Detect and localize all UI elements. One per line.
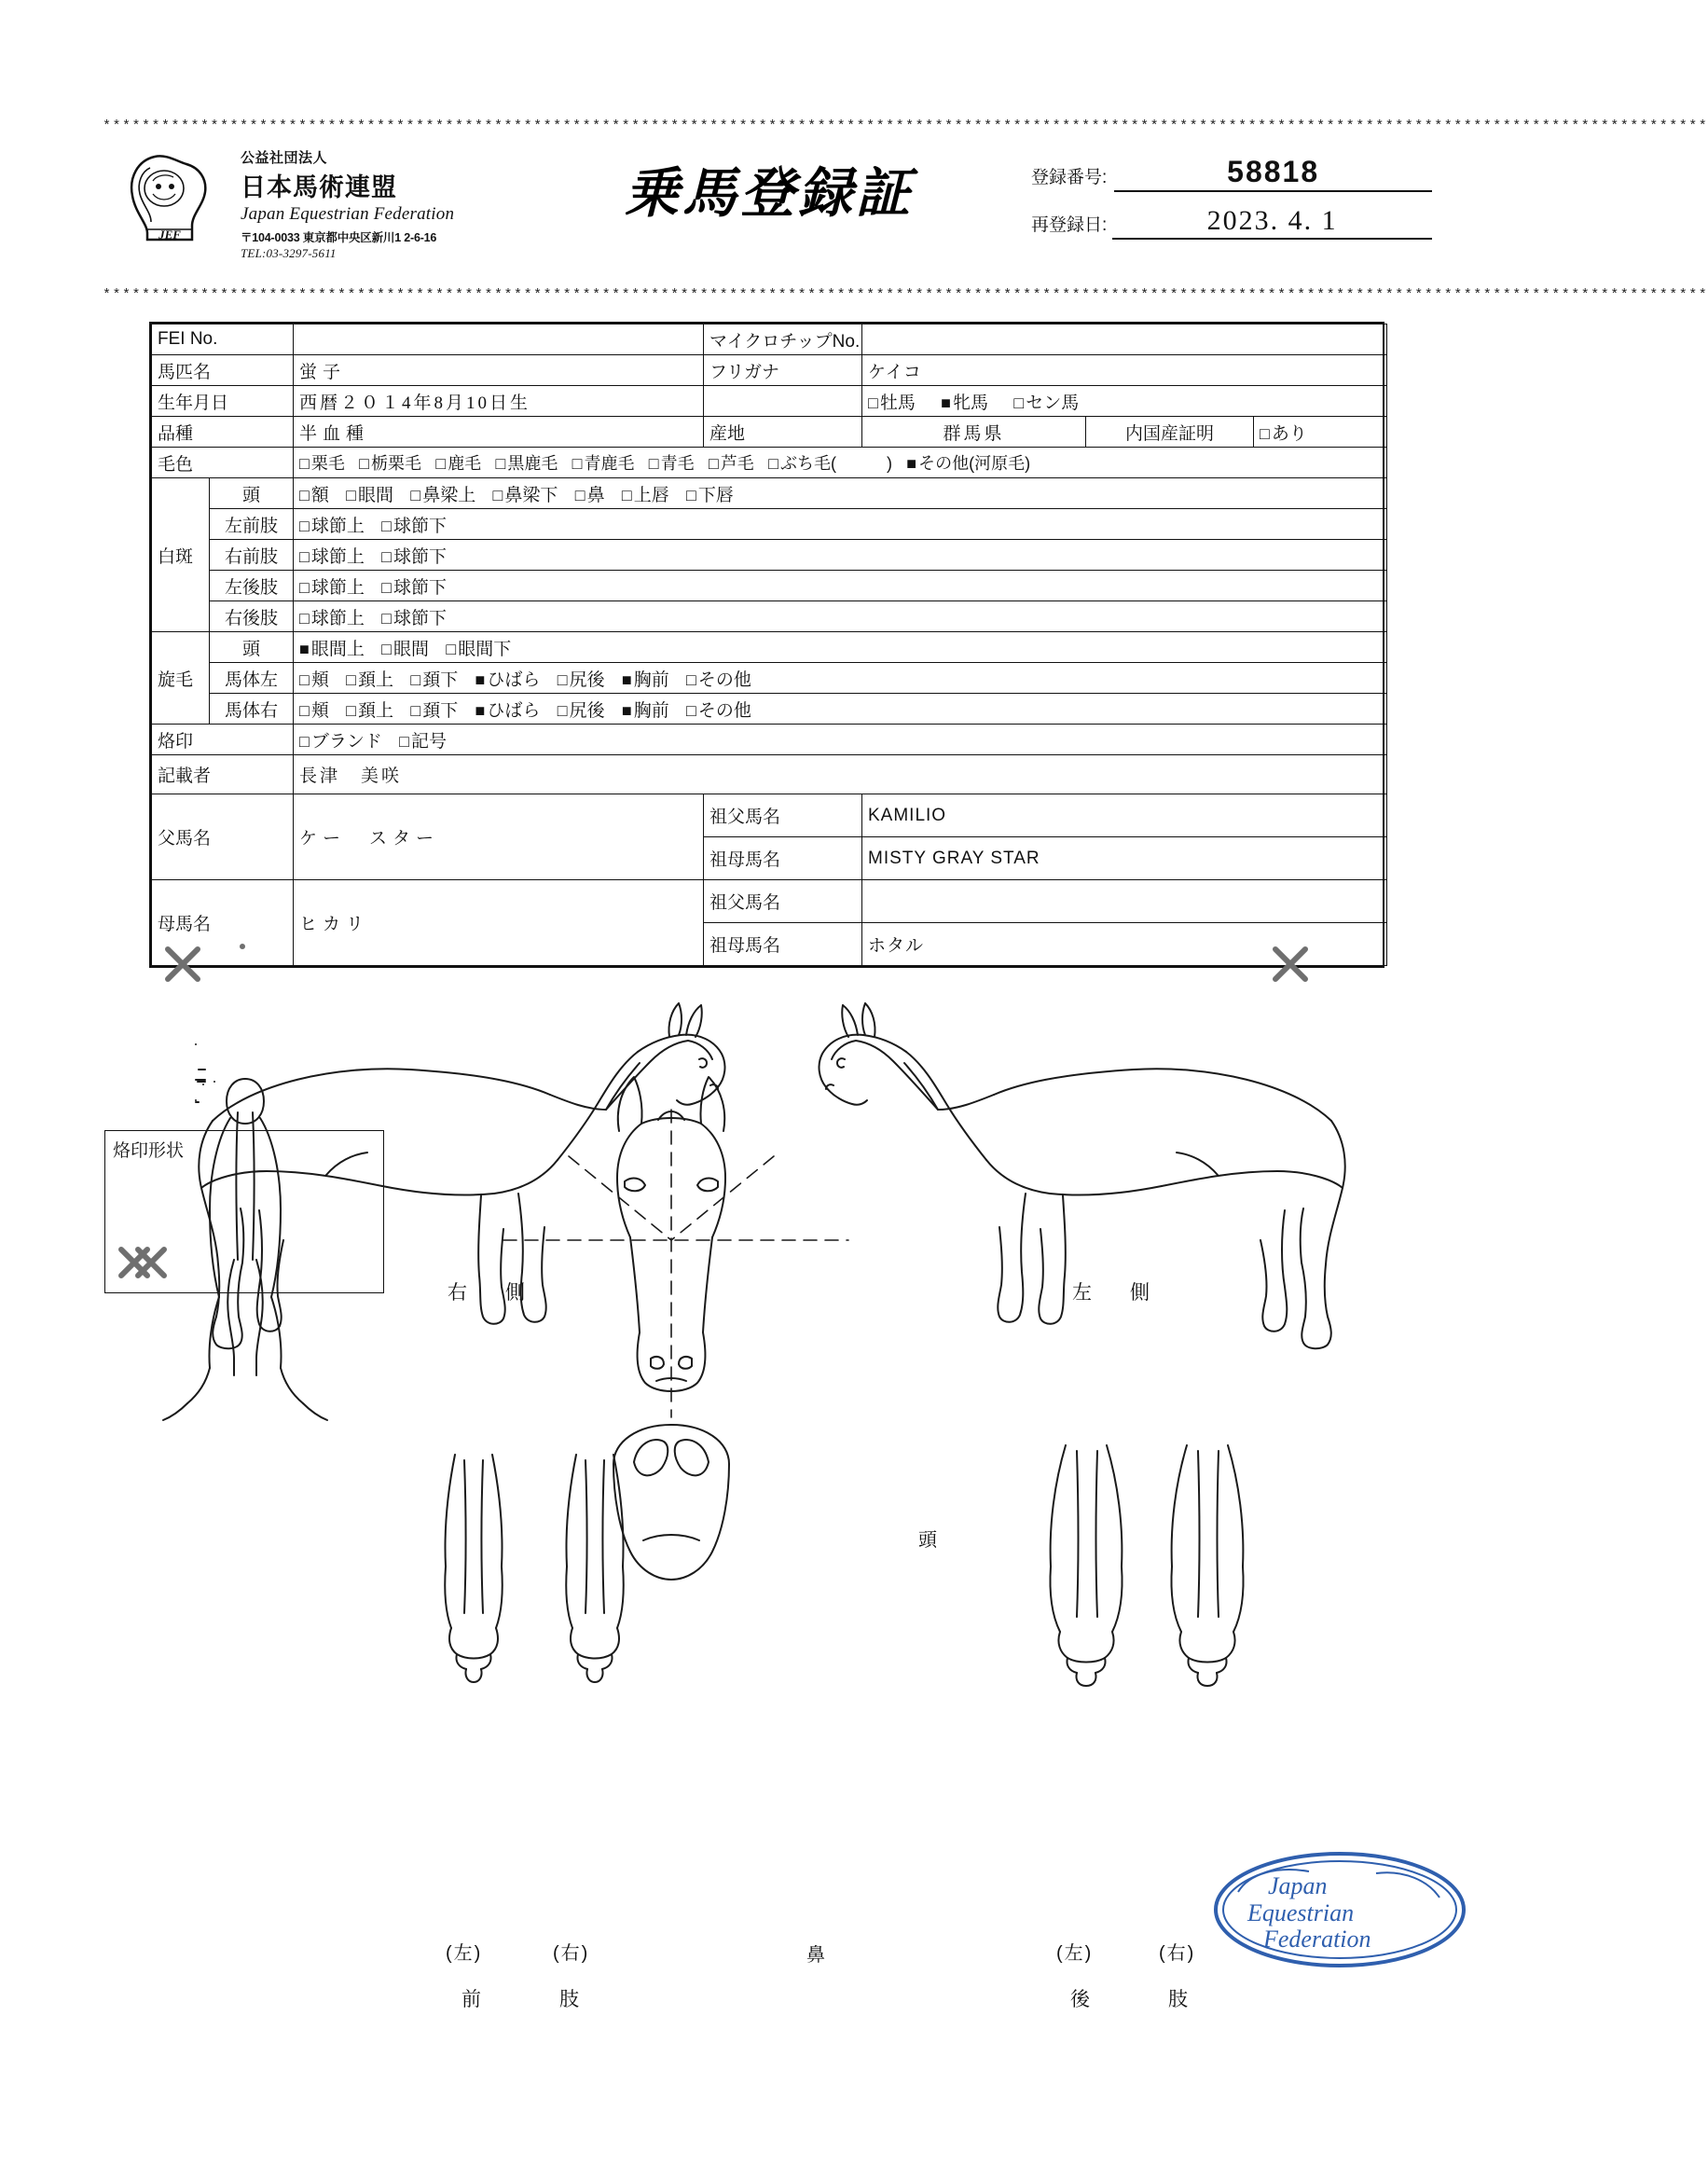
- dashed-rule-top: ********************************************************************************************************************************************************************: [103, 118, 1708, 134]
- whorl-left-chest[interactable]: ■ 胸前: [622, 666, 669, 691]
- sex-options: [862, 386, 1387, 417]
- domestic-certificate-checkbox[interactable]: □ あり: [1260, 420, 1307, 445]
- page-title: 乗馬登録証: [625, 163, 915, 224]
- fei-label: FEI No.: [152, 324, 294, 355]
- white-head-upper-bridge[interactable]: □ 鼻梁上: [410, 481, 475, 506]
- whorl-left-other[interactable]: □ その他: [686, 666, 751, 691]
- white-head-nose[interactable]: □ 鼻: [575, 481, 605, 506]
- white-head-options: [294, 478, 1387, 509]
- registration-number-label: 登録番号:: [1031, 168, 1108, 187]
- white-head-lower-lip[interactable]: □ 下唇: [686, 481, 734, 506]
- whorl-left-cheek[interactable]: □ 頬: [299, 666, 329, 691]
- sire-grandsire-label: 祖父馬名: [704, 794, 862, 837]
- sex-option-mare[interactable]: ■ 牝馬: [941, 389, 988, 414]
- white-head-forehead[interactable]: □ 額: [299, 481, 329, 506]
- coat-option-other[interactable]: ■ その他(河原毛): [906, 450, 1030, 475]
- whorl-part-head: 頭: [210, 632, 294, 663]
- white-left-fore-above-fetlock[interactable]: □ 球節上: [299, 512, 365, 537]
- breed-value[interactable]: 半血種: [294, 417, 704, 448]
- whorl-marks: [121, 932, 1305, 1276]
- whorl-head-below-eyes[interactable]: □ 眼間下: [446, 635, 511, 660]
- white-right-fore-above-fetlock[interactable]: □ 球節上: [299, 543, 365, 568]
- svg-text:Equestrian: Equestrian: [1247, 1899, 1355, 1926]
- coat-option-tochikurige[interactable]: □ 栃栗毛: [359, 450, 421, 475]
- table-row-writer: [152, 755, 1387, 794]
- table-row-whorl-body-left: [152, 663, 1387, 694]
- white-right-fore-below-fetlock[interactable]: □ 球節下: [381, 543, 447, 568]
- horse-head-front-figure: [617, 1077, 725, 1391]
- table-row-sire: [152, 794, 1387, 837]
- front-left-label: (左): [446, 1943, 483, 1964]
- whorl-body-right-options: [294, 694, 1387, 725]
- table-row-white-left-hind: [152, 571, 1387, 601]
- writer-label: 記載者: [152, 755, 294, 794]
- horse-left-side-figure: [820, 1003, 1345, 1348]
- white-left-fore-options: [294, 509, 1387, 540]
- dashed-rule-bottom: ********************************************************************************************************************************************************************: [103, 287, 1708, 303]
- left-side-label: 左 側: [1072, 1282, 1159, 1304]
- svg-text:Federation: Federation: [1263, 1926, 1371, 1953]
- table-row-whorl-head: [152, 632, 1387, 663]
- coat-option-buchi[interactable]: □ ぶち毛( ): [768, 450, 892, 475]
- table-row-brand: [152, 725, 1387, 755]
- white-left-hind-above-fetlock[interactable]: □ 球節上: [299, 573, 365, 599]
- whorl-right-chest[interactable]: ■ 胸前: [622, 697, 669, 722]
- front-limbs-figure: [445, 1455, 624, 1682]
- whorl-right-other[interactable]: □ その他: [686, 697, 751, 722]
- coat-option-ashige[interactable]: □ 芦毛: [709, 450, 754, 475]
- white-head-lower-bridge[interactable]: □ 鼻梁下: [493, 481, 558, 506]
- writer-value[interactable]: 長津 美咲: [294, 755, 1387, 794]
- federation-name-ja: 日本馬術連盟: [241, 173, 397, 201]
- white-right-hind-below-fetlock[interactable]: □ 球節下: [381, 604, 447, 629]
- furigana-value[interactable]: ケイコ: [862, 355, 1387, 386]
- federation-name-en: Japan Equestrian Federation: [241, 204, 455, 224]
- dam-granddam-value[interactable]: ホタル: [862, 923, 1387, 966]
- white-head-between-eyes[interactable]: □ 眼間: [346, 481, 393, 506]
- whorl-part-body-left: 馬体左: [210, 663, 294, 694]
- white-right-hind-above-fetlock[interactable]: □ 球節上: [299, 604, 365, 629]
- sire-label: 父馬名: [152, 794, 294, 880]
- registration-number-row: [1031, 155, 1432, 192]
- whorl-left-lower-neck[interactable]: □ 頚下: [410, 666, 458, 691]
- nose-label: 鼻: [806, 1945, 827, 1966]
- sire-granddam-value[interactable]: MISTY GRAY STAR: [862, 837, 1387, 880]
- birthdate-spacer: [704, 386, 862, 417]
- rear-left-label: (左): [1056, 1943, 1094, 1964]
- whorl-part-body-right: 馬体右: [210, 694, 294, 725]
- svg-text:Japan: Japan: [1268, 1872, 1328, 1899]
- brand-shape-label: 烙印形状: [113, 1141, 185, 1161]
- table-row-white-head: [152, 478, 1387, 509]
- table-row-coat-color: [152, 448, 1387, 478]
- coat-color-options: [294, 448, 1387, 478]
- rear-right-label: (右): [1159, 1943, 1196, 1964]
- breed-label: 品種: [152, 417, 294, 448]
- whorl-label: 旋毛: [152, 632, 210, 725]
- horse-name-value[interactable]: 蛍子: [294, 355, 704, 386]
- birthdate-label: 生年月日: [152, 386, 294, 417]
- white-left-fore-below-fetlock[interactable]: □ 球節下: [381, 512, 447, 537]
- registration-number-value: 58818: [1114, 155, 1432, 192]
- sire-value[interactable]: ケー スター: [294, 794, 704, 880]
- head-label: 頭: [918, 1530, 939, 1551]
- sex-option-stallion[interactable]: □ 牡馬: [868, 389, 916, 414]
- domestic-certificate-label: 内国産証明: [1086, 417, 1254, 448]
- white-head-upper-lip[interactable]: □ 上唇: [622, 481, 669, 506]
- svg-text:JEF: JEF: [158, 228, 181, 242]
- table-row-white-right-fore: [152, 540, 1387, 571]
- origin-label: 産地: [704, 417, 862, 448]
- brand-option-brand[interactable]: □ ブランド: [299, 727, 382, 752]
- federation-identity: [241, 147, 576, 261]
- coat-option-ao[interactable]: □ 青毛: [649, 450, 695, 475]
- furigana-label: フリガナ: [704, 355, 862, 386]
- coat-option-kurokage[interactable]: □ 黒鹿毛: [495, 450, 558, 475]
- birthdate-value[interactable]: 西暦２０１4年8月10日生: [294, 386, 704, 417]
- right-side-label: 右 側: [448, 1282, 534, 1304]
- rear-limbs-figure: [1050, 1445, 1243, 1686]
- table-row-whorl-body-right: [152, 694, 1387, 725]
- document-header: [103, 140, 1441, 280]
- reregistration-date-label: 再登録日:: [1031, 215, 1108, 235]
- sire-grandsire-value[interactable]: KAMILIO: [862, 794, 1387, 837]
- table-row-white-left-fore: [152, 509, 1387, 540]
- whorl-left-flank[interactable]: ■ ひばら: [475, 666, 541, 691]
- whorl-head-above-eyes[interactable]: ■ 眼間上: [299, 635, 365, 660]
- dam-label: 母馬名: [152, 880, 294, 966]
- microchip-value[interactable]: [862, 324, 1387, 355]
- table-row-breed: [152, 417, 1387, 448]
- white-part-head: 頭: [210, 478, 294, 509]
- white-part-left-hind: 左後肢: [210, 571, 294, 601]
- white-right-hind-options: [294, 601, 1387, 632]
- brand-option-symbol[interactable]: □ 記号: [399, 727, 447, 752]
- white-markings-label: 白斑: [152, 478, 210, 632]
- brand-options: [294, 725, 1387, 755]
- coat-color-label: 毛色: [152, 448, 294, 478]
- dam-value[interactable]: ヒカリ: [294, 880, 704, 966]
- federation-legal-prefix: 公益社団法人: [241, 150, 328, 166]
- federation-address: 〒104-0033 東京都中央区新川1 2-6-16: [241, 231, 437, 244]
- muzzle-figure: [613, 1425, 729, 1580]
- domestic-certificate-option[interactable]: [1254, 417, 1387, 448]
- whorl-body-left-options: [294, 663, 1387, 694]
- coat-option-kage[interactable]: □ 鹿毛: [435, 450, 481, 475]
- horse-details-table: [149, 322, 1384, 968]
- whorl-right-flank[interactable]: ■ ひばら: [475, 697, 541, 722]
- white-part-right-hind: 右後肢: [210, 601, 294, 632]
- white-left-hind-options: [294, 571, 1387, 601]
- horse-name-label: 馬匹名: [152, 355, 294, 386]
- coat-option-kurige[interactable]: □ 栗毛: [299, 450, 345, 475]
- whorl-right-upper-neck[interactable]: □ 頚上: [346, 697, 393, 722]
- whorl-right-hindquarter[interactable]: □ 尻後: [558, 697, 605, 722]
- brand-label: 烙印: [152, 725, 294, 755]
- whorl-left-upper-neck[interactable]: □ 頚上: [346, 666, 393, 691]
- white-part-right-fore: 右前肢: [210, 540, 294, 571]
- federation-tel: TEL:03-3297-5611: [241, 246, 337, 260]
- whorl-head-options: [294, 632, 1387, 663]
- dam-grandsire-label: 祖父馬名: [704, 880, 862, 923]
- rear-limb-label: 後 肢: [1070, 1989, 1201, 2010]
- table-row-horse-name: [152, 355, 1387, 386]
- sex-option-gelding[interactable]: □ セン馬: [1013, 389, 1079, 414]
- whorl-left-hindquarter[interactable]: □ 尻後: [558, 666, 605, 691]
- jef-logo-icon: [119, 147, 222, 245]
- table-row-fei: [152, 324, 1387, 355]
- coat-option-aokage[interactable]: □ 青鹿毛: [572, 450, 635, 475]
- whorl-head-between-eyes[interactable]: □ 眼間: [381, 635, 429, 660]
- horse-rear-view-figure: [163, 1079, 327, 1420]
- reregistration-date-value: 2023. 4. 1: [1112, 205, 1432, 240]
- white-part-left-fore: 左前肢: [210, 509, 294, 540]
- whorl-right-cheek[interactable]: □ 頬: [299, 697, 329, 722]
- reregistration-date-row: [1031, 205, 1432, 240]
- table-row-white-right-hind: [152, 601, 1387, 632]
- whorl-right-lower-neck[interactable]: □ 頚下: [410, 697, 458, 722]
- dam-grandsire-value[interactable]: [862, 880, 1387, 923]
- white-left-hind-below-fetlock[interactable]: □ 球節下: [381, 573, 447, 599]
- dam-granddam-label: 祖母馬名: [704, 923, 862, 966]
- front-right-label: (右): [553, 1943, 590, 1964]
- origin-value[interactable]: 群馬県: [862, 417, 1086, 448]
- front-limb-label: 前 肢: [461, 1989, 592, 2010]
- table-row-birthdate: [152, 386, 1387, 417]
- table-row-dam: [152, 880, 1387, 923]
- fei-value[interactable]: [294, 324, 704, 355]
- jef-seal-stamp: [1212, 1849, 1468, 1970]
- microchip-label: マイクロチップNo.: [704, 324, 862, 355]
- sire-granddam-label: 祖母馬名: [704, 837, 862, 880]
- white-right-fore-options: [294, 540, 1387, 571]
- head-reference-lines: [503, 1110, 848, 1417]
